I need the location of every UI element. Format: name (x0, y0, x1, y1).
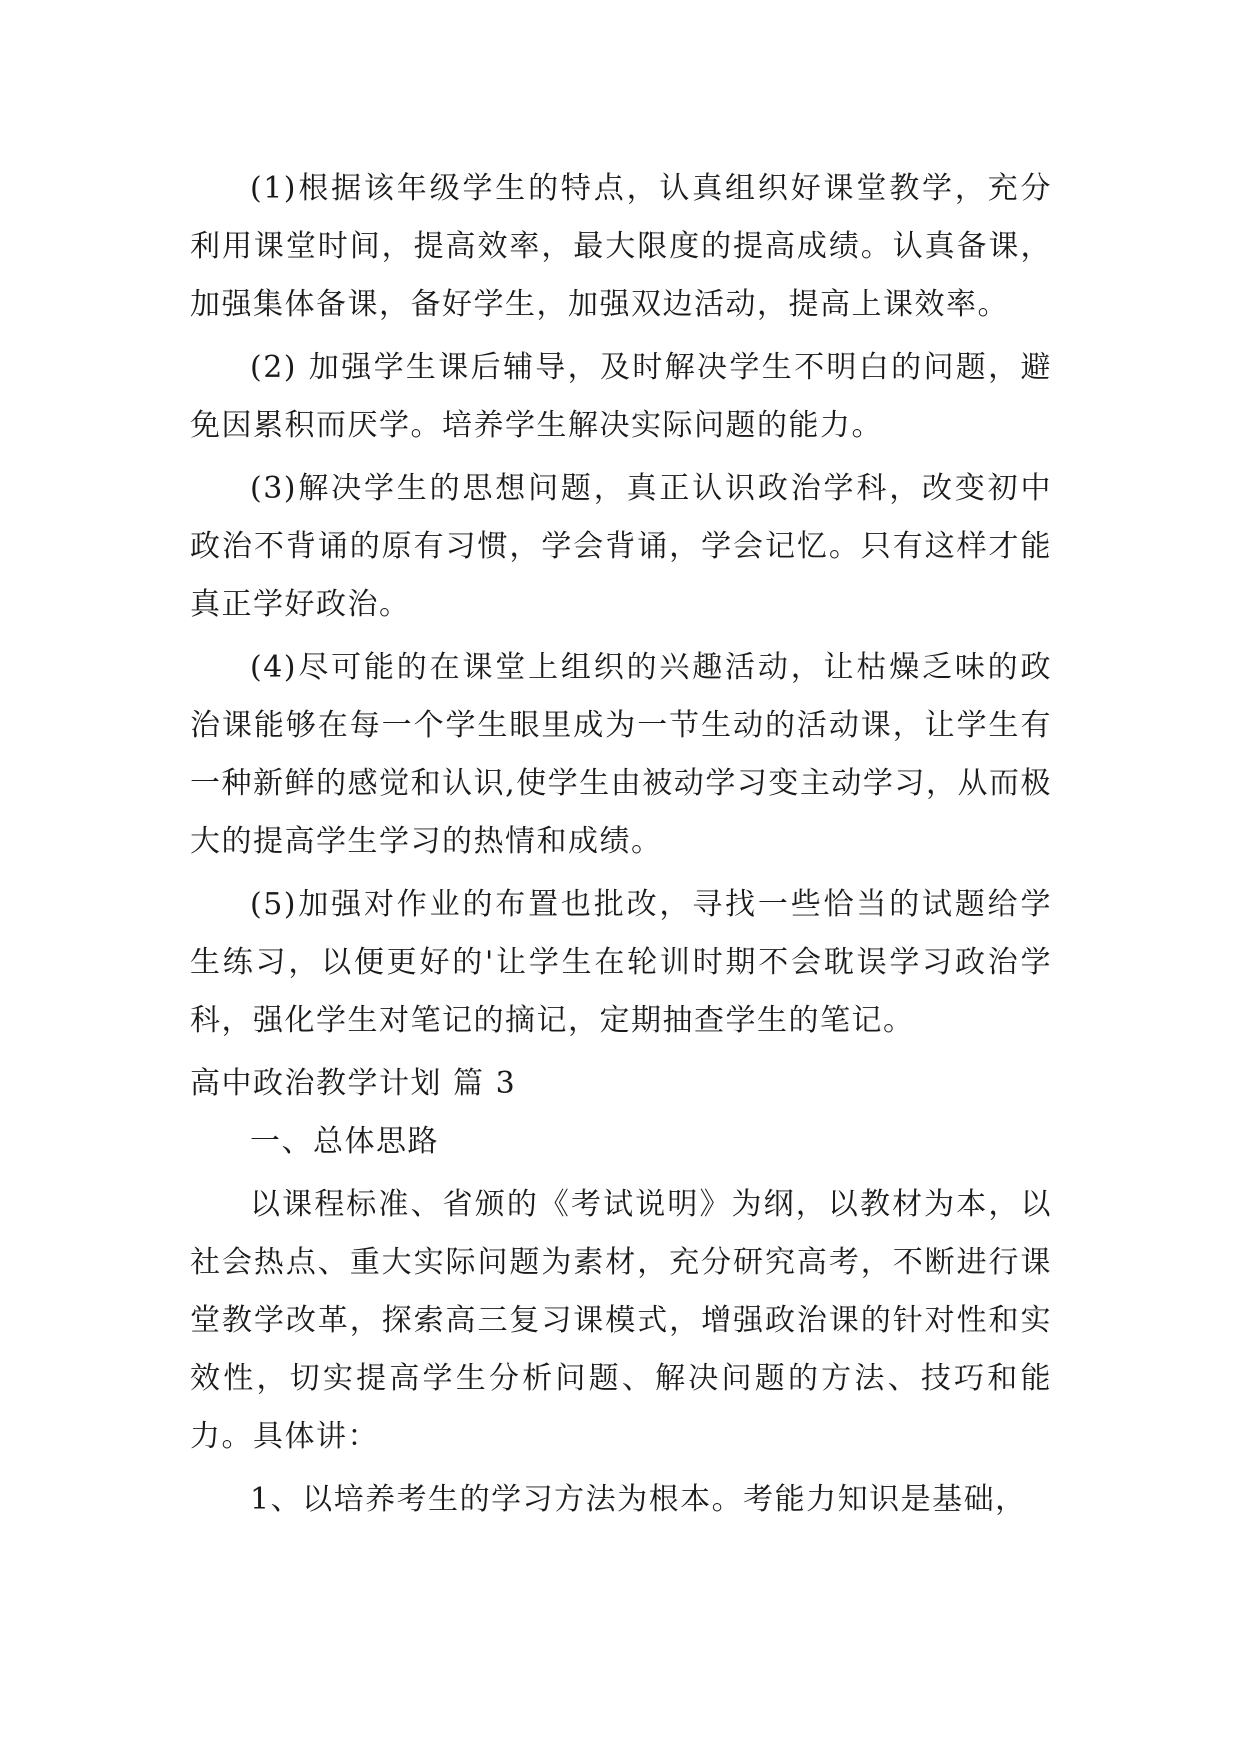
section-paragraph-1: 以课程标准、省颁的《考试说明》为纲，以教材为本，以社会热点、重大实际问题为素材，充分研究高考，不断进行课堂教学改革，探索高三复习课模式，增强政治课的针对性和实效性，切实提高学生分析问题、解决问题的方法、技巧和能力。具体讲： (190, 1187, 1052, 1454)
paragraph-item-4: (4)尽可能的在课堂上组织的兴趣活动，让枯燥乏味的政治课能够在每一个学生眼里成为一节生动的活动课，让学生有一种新鲜的感觉和认识,使学生由被动学习变主动学习，从而极大的提高学生学习的热情和成绩。 (190, 650, 1052, 859)
paragraph-item-2: (2) 加强学生课后辅导，及时解决学生不明白的问题，避免因累积而厌学。培养学生解决实际问题的能力。 (190, 350, 1052, 443)
sub-heading: 一、总体思路 (250, 1124, 439, 1159)
paragraph-item-5: (5)加强对作业的布置也批改，寻找一些恰当的试题给学生练习，以便更好的'让学生在轮训时期不会耽误学习政治学科，强化学生对笔记的摘记，定期抽查学生的笔记。 (190, 887, 1052, 1038)
section-paragraph-2: 1、以培养考生的学习方法为根本。考能力知识是基础， (250, 1482, 1027, 1517)
document-body (190, 160, 1052, 1534)
paragraph-item-1: (1)根据该年级学生的特点，认真组织好课堂教学，充分利用课堂时间，提高效率，最大限度的提高成绩。认真备课，加强集体备课，备好学生，加强双边活动，提高上课效率。 (190, 171, 1052, 322)
paragraph-item-3: (3)解决学生的思想问题，真正认识政治学科，改变初中政治不背诵的原有习惯，学会背诵，学会记忆。只有这样才能真正学好政治。 (190, 471, 1052, 622)
section-title: 高中政治教学计划 篇 3 (190, 1066, 517, 1101)
